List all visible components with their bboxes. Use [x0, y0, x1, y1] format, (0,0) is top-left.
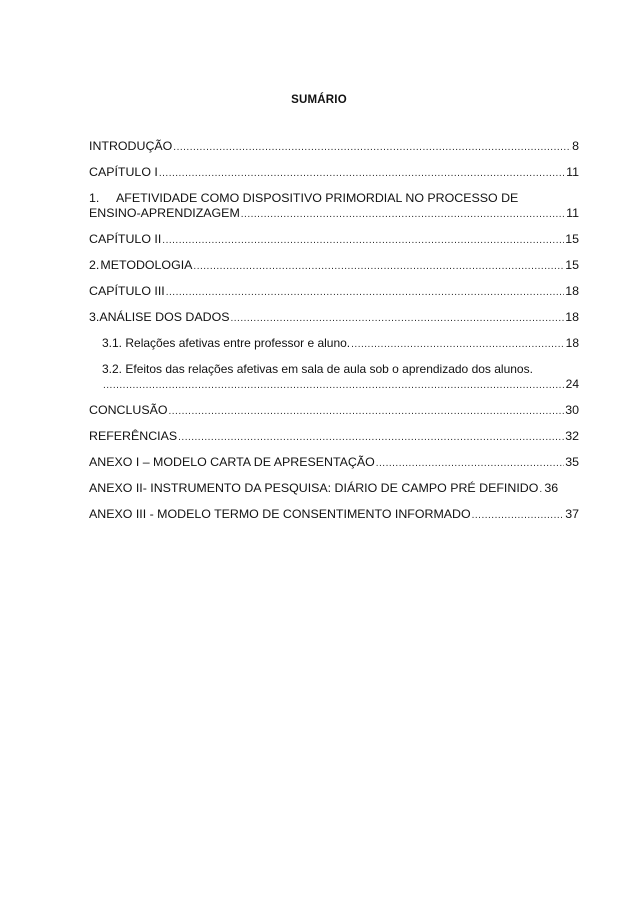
toc-entry-capitulo-1[interactable]	[89, 165, 579, 181]
toc-entry-3-2[interactable]	[89, 362, 579, 393]
toc-entry-page: 15	[565, 258, 579, 272]
toc-entry-page: 35	[565, 455, 579, 469]
table-of-contents	[89, 139, 579, 533]
toc-entry-title: METODOLOGIA	[100, 258, 193, 272]
toc-entry-number: 2.	[89, 258, 100, 272]
toc-entry-referencias[interactable]	[89, 429, 579, 445]
dot-leader	[539, 482, 543, 497]
toc-entry-title: ANEXO III - MODELO TERMO DE CONSENTIMENTO INFORMADO	[89, 507, 471, 521]
dot-leader	[159, 166, 565, 181]
toc-entry-analise-dos-dados[interactable]	[89, 310, 579, 326]
toc-entry-title: 3.1. Relações afetivas entre professor e aluno.	[102, 336, 351, 350]
toc-entry-page: 18	[565, 284, 579, 298]
toc-entry-capitulo-3[interactable]	[89, 284, 579, 300]
toc-entry-title: INTRODUÇÃO	[89, 139, 173, 153]
toc-entry-title: ANÁLISE DOS DADOS	[99, 310, 230, 324]
toc-entry-title: ENSINO-APRENDIZAGEM	[89, 206, 240, 220]
toc-entry-capitulo-2[interactable]	[89, 232, 579, 248]
toc-entry-page: 24	[565, 377, 579, 391]
toc-entry-metodologia[interactable]	[89, 258, 579, 274]
toc-entry-page: 37	[565, 507, 579, 521]
toc-entry-page: 11	[566, 165, 579, 179]
toc-entry-afetividade[interactable]	[89, 191, 579, 222]
toc-entry-number: 3.	[89, 310, 100, 324]
toc-entry-title: CONCLUSÃO	[89, 403, 168, 417]
dot-leader	[376, 456, 564, 471]
dot-leader	[351, 337, 564, 352]
toc-entry-page: 18	[565, 336, 579, 350]
toc-entry-page: 15	[565, 232, 579, 246]
toc-entry-page: 32	[565, 429, 579, 443]
toc-entry-page: 18	[565, 310, 579, 324]
toc-entry-title: CAPÍTULO III	[89, 284, 165, 298]
toc-entry-title-line1: AFETIVIDADE COMO DISPOSITIVO PRIMORDIAL NO PROCESSO DE	[116, 191, 519, 205]
toc-entry-title: CAPÍTULO II	[89, 232, 162, 246]
toc-entry-anexo-1[interactable]	[89, 455, 579, 471]
toc-entry-page: 11	[566, 206, 579, 220]
toc-entry-conclusao[interactable]	[89, 403, 579, 419]
dot-leader	[173, 140, 571, 155]
dot-leader	[162, 233, 564, 248]
toc-entry-introducao[interactable]	[89, 139, 579, 155]
toc-title: SUMÁRIO	[291, 94, 347, 106]
toc-entry-title: CAPÍTULO I	[89, 165, 158, 179]
dot-leader	[241, 207, 565, 222]
toc-entry-title: ANEXO I – MODELO CARTA DE APRESENTAÇÃO	[89, 455, 375, 469]
toc-entry-title: ANEXO II- INSTRUMENTO DA PESQUISA: DIÁRIO DE CAMPO PRÉ DEFINIDO	[89, 481, 539, 495]
toc-entry-page: 8	[572, 139, 579, 153]
dot-leader	[103, 378, 565, 393]
toc-entry-page: 30	[565, 403, 579, 417]
toc-entry-3-1[interactable]	[89, 336, 579, 352]
dot-leader	[169, 404, 565, 419]
toc-entry-page: 36	[544, 481, 559, 495]
toc-entry-number: 1.	[89, 191, 100, 205]
toc-entry-title-line1: 3.2. Efeitos das relações afetivas em sala de aula sob o aprendizado dos alunos.	[102, 362, 533, 376]
toc-entry-anexo-3[interactable]	[89, 507, 579, 523]
dot-leader	[193, 259, 564, 274]
dot-leader	[166, 285, 564, 300]
toc-entry-title: REFERÊNCIAS	[89, 429, 178, 443]
dot-leader	[178, 430, 564, 445]
dot-leader	[230, 311, 564, 326]
toc-entry-anexo-2[interactable]	[89, 481, 579, 497]
dot-leader	[472, 508, 565, 523]
